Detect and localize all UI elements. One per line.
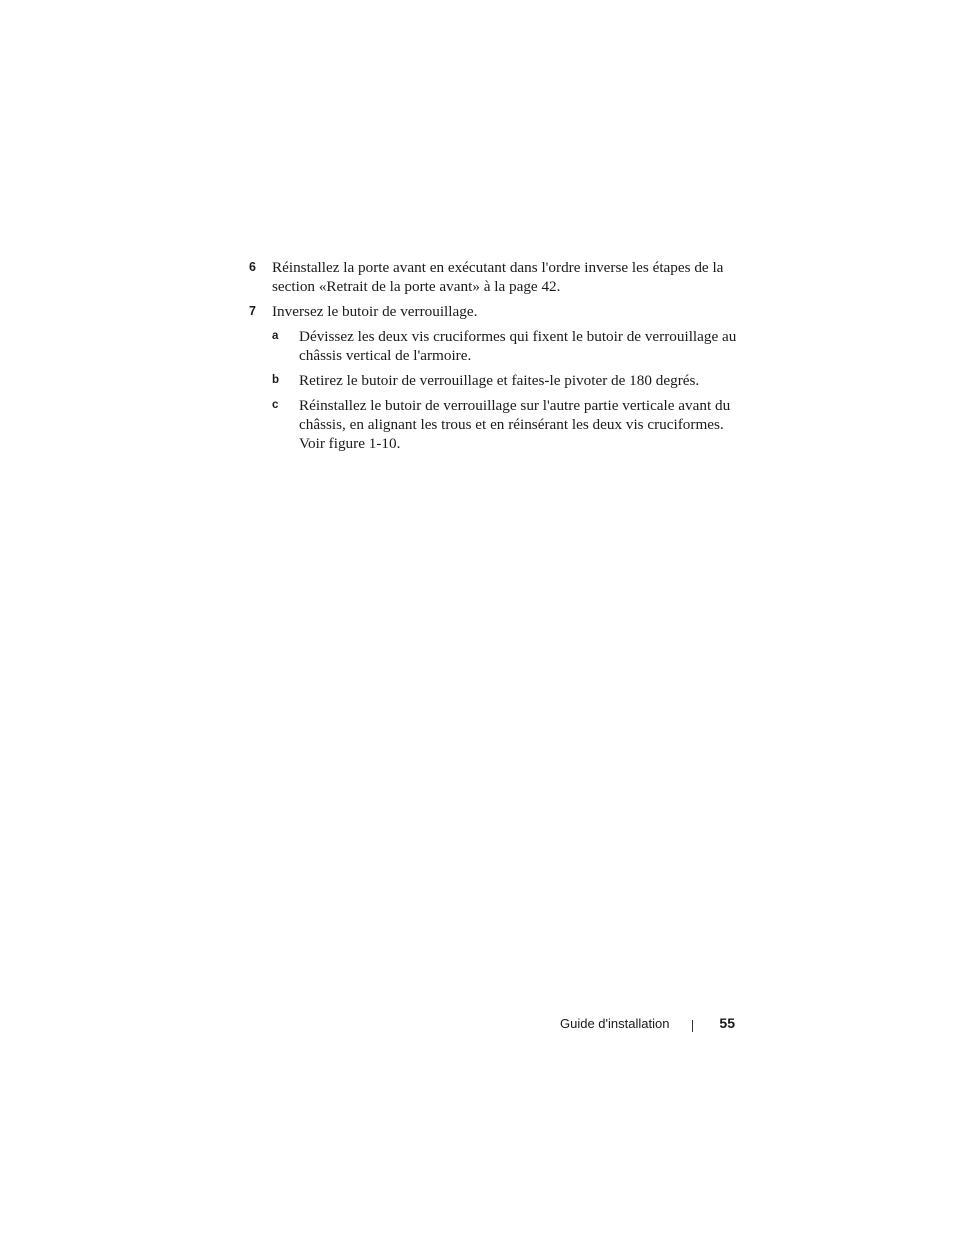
substep-text: Dévissez les deux vis cruciformes qui fixent le butoir de verrouillage au châssis vertical de l'armoire. bbox=[299, 328, 737, 364]
substep-c bbox=[249, 396, 739, 453]
step-number: 6 bbox=[249, 260, 256, 274]
instructions bbox=[249, 258, 739, 453]
step-number: 7 bbox=[249, 304, 256, 318]
substep-text: Retirez le butoir de verrouillage et faites-le pivoter de 180 degrés. bbox=[299, 372, 700, 389]
footer-guide-title: Guide d'installation bbox=[560, 1016, 670, 1031]
substep-b bbox=[249, 371, 739, 390]
step-text: Réinstallez la porte avant en exécutant dans l'ordre inverse les étapes de la section «Retrait de la porte avant» à la page 42. bbox=[272, 259, 724, 295]
substep-letter: a bbox=[272, 330, 279, 342]
step-6 bbox=[249, 258, 739, 296]
page-number: 55 bbox=[719, 1015, 735, 1031]
substep-letter: c bbox=[272, 399, 279, 411]
footer-separator bbox=[692, 1020, 693, 1032]
step-7 bbox=[249, 302, 739, 321]
substep-text: Réinstallez le butoir de verrouillage sur l'autre partie verticale avant du châssis, en alignant les trous et en réinsérant les deux vis cruciformes. Voir figure 1-10. bbox=[299, 397, 731, 452]
page-footer bbox=[560, 1015, 735, 1035]
substep-a bbox=[249, 327, 739, 365]
substep-list bbox=[249, 327, 739, 453]
step-text: Inversez le butoir de verrouillage. bbox=[272, 303, 478, 320]
substep-letter: b bbox=[272, 374, 280, 386]
